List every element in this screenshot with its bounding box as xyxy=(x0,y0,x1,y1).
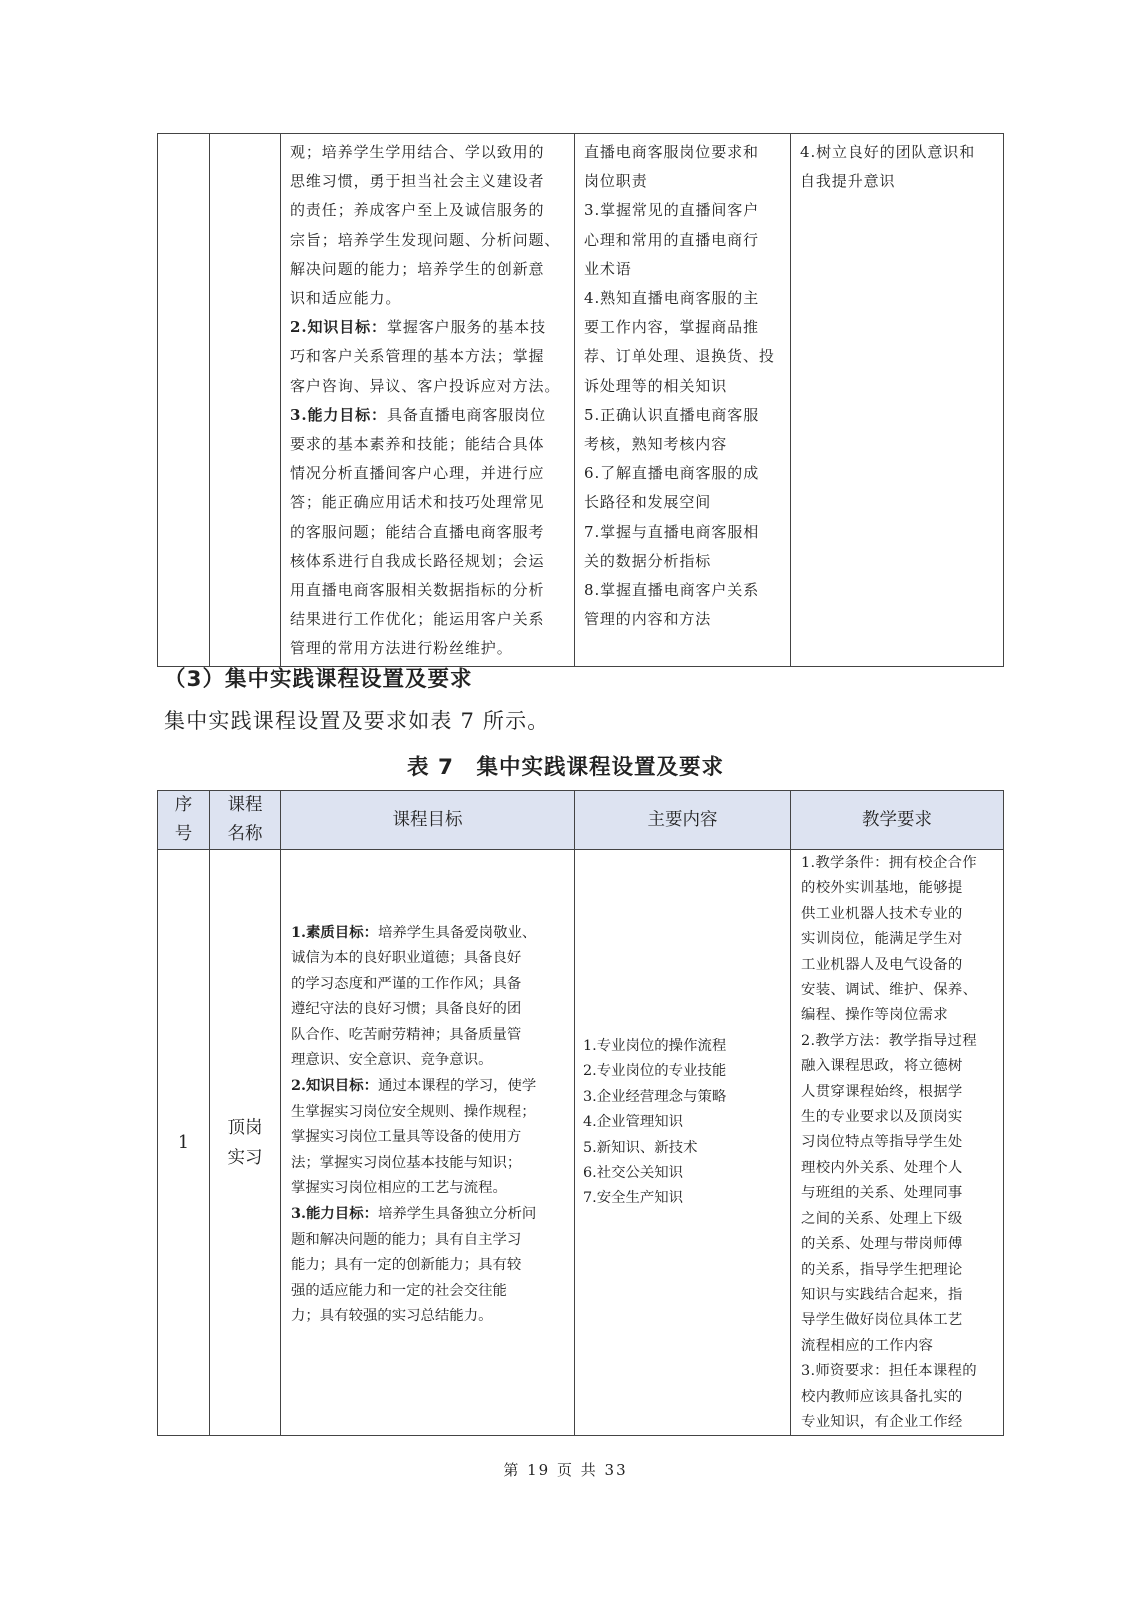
content-line: 6.了解直播电商客服的成 xyxy=(584,464,760,483)
ability-label: 3.能力目标： xyxy=(291,1205,378,1223)
req-line: 工业机器人及电气设备的 xyxy=(801,956,963,973)
name-cell xyxy=(210,134,281,667)
goal-line: 掌握实习岗位相应的工艺与流程。 xyxy=(291,1180,507,1197)
goal-line: 解决问题的能力；培养学生的创新意 xyxy=(290,259,545,278)
content-line: 7.掌握与直播电商客服相 xyxy=(584,522,760,541)
req-line: 导学生做好岗位具体工艺 xyxy=(801,1312,963,1329)
content-line: 5.新知识、新技术 xyxy=(583,1139,698,1156)
goal-line: 遵纪守法的良好习惯；具备良好的团 xyxy=(291,1001,522,1018)
req-line: 融入课程思政，将立德树 xyxy=(801,1058,963,1075)
goal-line: 要求的基本素养和技能；能结合具体 xyxy=(290,435,545,454)
table-header-row xyxy=(158,791,1004,850)
req-cell xyxy=(791,134,1004,667)
goal-line: 情况分析直播间客户心理，并进行应 xyxy=(290,464,545,483)
header-num: 序 号 xyxy=(158,791,210,850)
content-line: 4.熟知直播电商客服的主 xyxy=(584,289,760,308)
req-line: 实训岗位，能满足学生对 xyxy=(801,931,963,948)
content-line: 4.企业管理知识 xyxy=(583,1114,684,1131)
req-line: 的关系，指导学生把理论 xyxy=(801,1261,963,1278)
goal-line: 理意识、安全意识、竞争意识。 xyxy=(291,1052,493,1069)
req-line: 供工业机器人技术专业的 xyxy=(801,905,963,922)
content-line: 岗位职责 xyxy=(584,172,648,191)
section-paragraph: 集中实践课程设置及要求如表 7 所示。 xyxy=(164,709,550,733)
content-cell xyxy=(575,850,791,1436)
table-row xyxy=(158,134,1004,667)
goal-line: 掌握实习岗位工量具等设备的使用方 xyxy=(291,1129,522,1146)
req-line: 的关系、处理与带岗师傅 xyxy=(801,1236,963,1253)
req-line: 安装、调试、维护、保养、 xyxy=(801,982,978,999)
continued-course-table xyxy=(157,133,1004,667)
req-line: 2.教学方法：教学指导过程 xyxy=(801,1032,977,1049)
req-line: 流程相应的工作内容 xyxy=(801,1337,934,1354)
req-line: 4.树立良好的团队意识和 xyxy=(800,143,976,161)
goal-line: 具备直播电商客服岗位 xyxy=(386,405,546,424)
req-line: 生的专业要求以及顶岗实 xyxy=(801,1109,963,1126)
req-line: 校内教师应该具备扎实的 xyxy=(801,1388,963,1405)
quality-label: 1.素质目标： xyxy=(291,924,378,941)
table-caption: 表 7 集中实践课程设置及要求 xyxy=(407,755,724,780)
knowledge-label: 2.知识目标： xyxy=(291,1077,378,1095)
goal-line: 掌握客户服务的基本技 xyxy=(386,318,546,337)
content-line: 7.安全生产知识 xyxy=(583,1190,684,1207)
req-line: 1.教学条件：拥有校企合作 xyxy=(801,855,977,871)
content-line: 5.正确认识直播电商客服 xyxy=(584,405,760,424)
goal-line: 宗旨；培养学生发现问题、分析问题、 xyxy=(290,230,561,249)
goal-line: 通过本课程的学习，使学 xyxy=(377,1078,537,1095)
goal-line: 培养学生具备爱岗敬业、 xyxy=(377,925,537,941)
goal-line: 客户咨询、异议、客户投诉应对方法。 xyxy=(290,376,561,395)
goal-line: 题和解决问题的能力；具有自主学习 xyxy=(291,1231,522,1248)
ability-label: 3.能力目标： xyxy=(290,405,387,424)
num-cell xyxy=(158,134,210,667)
content-line: 2.专业岗位的专业技能 xyxy=(583,1063,727,1080)
header-content: 主要内容 xyxy=(575,791,791,850)
goal-line: 的学习态度和严谨的工作作风；具备 xyxy=(291,975,522,992)
content-line: 3.掌握常见的直播间客户 xyxy=(584,201,760,220)
goal-line: 结果进行工作优化；能运用客户关系 xyxy=(290,610,545,629)
goal-line: 培养学生具备独立分析问 xyxy=(377,1206,537,1223)
content-line: 荐、订单处理、退换货、投 xyxy=(584,347,775,366)
req-line: 知识与实践结合起来，指 xyxy=(801,1286,963,1303)
content-line: 3.企业经营理念与策略 xyxy=(583,1088,727,1105)
header-name: 课程 名称 xyxy=(210,791,281,850)
content-line: 8.掌握直播电商客户关系 xyxy=(584,581,760,600)
content-cell xyxy=(575,134,791,667)
row-num: 1 xyxy=(158,850,210,1436)
goal-cell xyxy=(281,134,575,667)
content-line: 关的数据分析指标 xyxy=(584,551,712,570)
content-line: 1.专业岗位的操作流程 xyxy=(583,1038,727,1054)
goal-line: 识和适应能力。 xyxy=(290,289,402,308)
content-line: 长路径和发展空间 xyxy=(584,493,712,512)
req-line: 理校内外关系、处理个人 xyxy=(801,1159,963,1176)
goal-line: 能力；具有一定的创新能力；具有较 xyxy=(291,1257,522,1274)
practice-course-table xyxy=(157,790,1004,1436)
knowledge-label: 2.知识目标： xyxy=(290,318,387,337)
goal-cell xyxy=(281,850,575,1436)
goal-line: 管理的常用方法进行粉丝维护。 xyxy=(290,639,513,658)
req-line: 之间的关系、处理上下级 xyxy=(801,1210,963,1227)
content-line: 要工作内容，掌握商品推 xyxy=(584,318,759,337)
req-cell xyxy=(791,850,1004,1436)
section-heading: （3）集中实践课程设置及要求 xyxy=(164,667,473,692)
req-line: 3.师资要求：担任本课程的 xyxy=(801,1363,977,1380)
goal-line: 的客服问题；能结合直播电商客服考 xyxy=(290,522,545,541)
content-line: 业术语 xyxy=(584,259,632,278)
content-line: 心理和常用的直播电商行 xyxy=(584,230,759,249)
page-footer: 第 19 页 共 33 xyxy=(503,1461,628,1479)
req-line: 与班组的关系、处理同事 xyxy=(801,1185,963,1202)
content-line: 考核，熟知考核内容 xyxy=(584,435,728,454)
req-line: 自我提升意识 xyxy=(800,172,896,191)
goal-line: 生掌握实习岗位安全规则、操作规程； xyxy=(291,1103,536,1120)
req-line: 的校外实训基地，能够提 xyxy=(801,880,963,897)
table-row xyxy=(158,850,1004,1436)
goal-line: 力；具有较强的实习总结能力。 xyxy=(291,1308,493,1325)
goal-line: 强的适应能力和一定的社会交往能 xyxy=(291,1282,507,1299)
goal-line: 思维习惯，勇于担当社会主义建设者 xyxy=(290,172,545,191)
content-line: 直播电商客服岗位要求和 xyxy=(584,143,759,161)
content-line: 管理的内容和方法 xyxy=(584,610,712,629)
req-line: 习岗位特点等指导学生处 xyxy=(801,1134,963,1151)
header-req: 教学要求 xyxy=(791,791,1004,850)
goal-line: 答；能正确应用话术和技巧处理常见 xyxy=(290,493,545,512)
req-line: 编程、操作等岗位需求 xyxy=(801,1007,948,1024)
goal-line: 用直播电商客服相关数据指标的分析 xyxy=(290,581,545,600)
goal-line: 队合作、吃苦耐劳精神；具备质量管 xyxy=(291,1026,522,1043)
req-line: 人贯穿课程始终，根据学 xyxy=(801,1083,963,1100)
goal-line: 的责任；养成客户至上及诚信服务的 xyxy=(290,201,545,220)
row-name: 顶岗 实习 xyxy=(210,850,281,1436)
header-goal: 课程目标 xyxy=(281,791,575,850)
goal-line: 核体系进行自我成长路径规划；会运 xyxy=(290,551,545,570)
goal-line: 巧和客户关系管理的基本方法；掌握 xyxy=(290,347,545,366)
content-line: 诉处理等的相关知识 xyxy=(584,376,728,395)
content-line: 6.社交公关知识 xyxy=(583,1165,684,1182)
goal-line: 诚信为本的良好职业道德；具备良好 xyxy=(291,950,522,967)
req-line: 专业知识，有企业工作经 xyxy=(801,1413,963,1430)
goal-line: 观；培养学生学用结合、学以致用的 xyxy=(290,143,545,161)
goal-line: 法；掌握实习岗位基本技能与知识； xyxy=(291,1154,522,1171)
